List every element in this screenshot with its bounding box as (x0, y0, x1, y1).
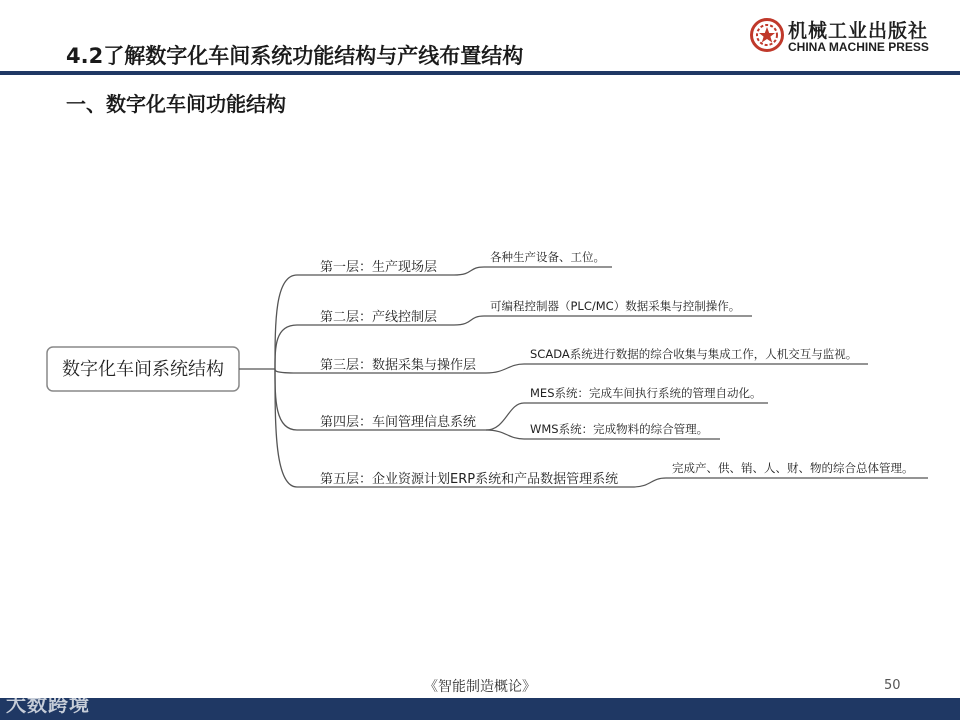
layer-detail: 完成产、供、销、人、财、物的综合总体管理。 (672, 461, 914, 475)
section-heading: 一、数字化车间功能结构 (66, 92, 286, 116)
detail-connector (454, 267, 612, 275)
layer-detail: 各种生产设备、工位。 (490, 250, 605, 264)
layer-branches (239, 250, 928, 487)
publisher-name-cn: 机械工业出版社 (788, 20, 929, 42)
layer-detail: WMS系统：完成物料的综合管理。 (530, 422, 709, 436)
detail-connector (486, 364, 868, 373)
publisher-name-en: CHINA MACHINE PRESS (788, 40, 929, 54)
layer-detail: MES系统：完成车间执行系统的管理自动化。 (530, 386, 762, 400)
footer-bar (0, 698, 960, 720)
layer-label: 第五层：企业资源计划ERP系统和产品数据管理系统 (320, 472, 619, 487)
layer-detail: 可编程控制器（PLC/MC）数据采集与控制操作。 (490, 299, 741, 313)
layer-label: 第三层：数据采集与操作层 (320, 358, 477, 373)
root-node-label: 数字化车间系统结构 (62, 359, 224, 380)
page-title: 4.2了解数字化车间系统功能结构与产线布置结构 (66, 44, 524, 68)
layer-label: 第四层：车间管理信息系统 (320, 415, 477, 430)
watermark: 大数跨境 (6, 692, 90, 716)
detail-connector (454, 316, 752, 325)
layer-label: 第一层：生产现场层 (320, 260, 438, 275)
footer-book-title: 《智能制造概论》 (424, 679, 536, 695)
layer-detail: SCADA系统进行数据的综合收集与集成工作，人机交互与监视。 (530, 347, 858, 361)
detail-connector (632, 478, 928, 487)
layer-label: 第二层：产线控制层 (320, 310, 438, 325)
page-number: 50 (884, 678, 901, 693)
